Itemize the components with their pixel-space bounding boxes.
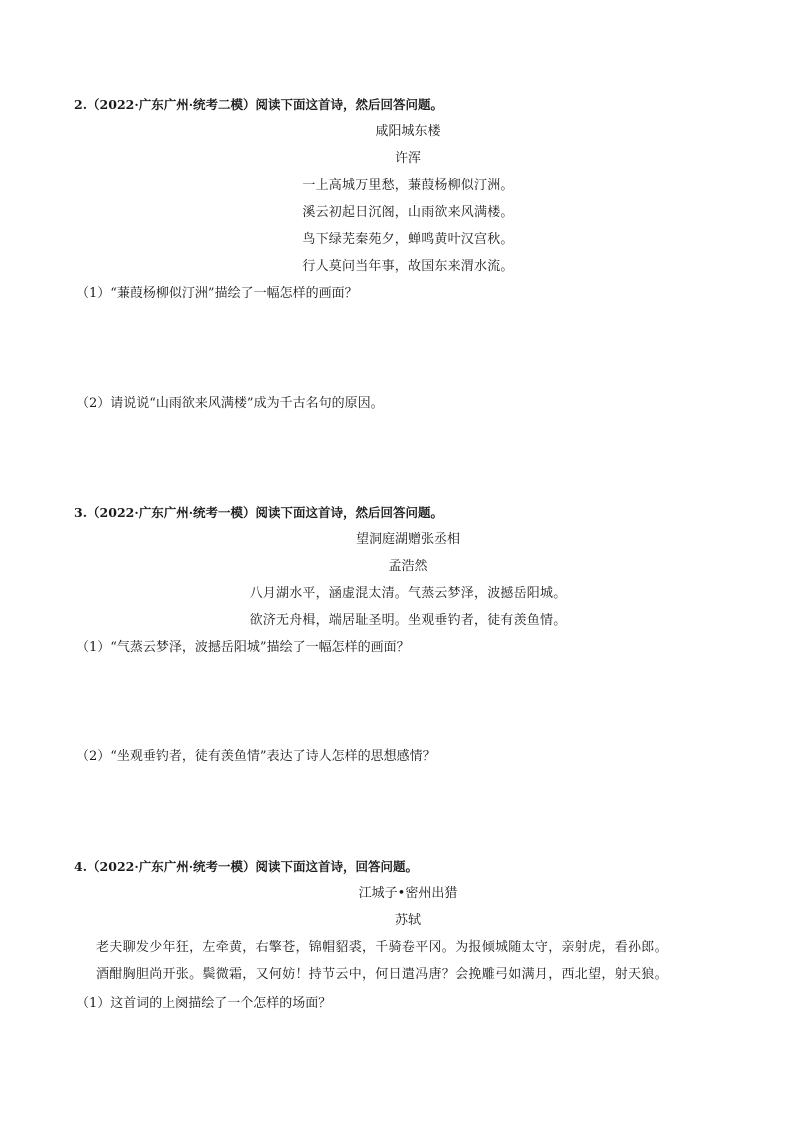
- sub-question: （2）“坐观垂钓者，徒有羡鱼情”表达了诗人怎样的思想感情？: [76, 749, 436, 764]
- poem-line: 一上高城万里愁，蒹葭杨柳似汀洲。: [302, 178, 514, 193]
- poem-line: 欲济无舟楫，端居耻圣明。坐观垂钓者，徒有羡鱼情。: [249, 613, 567, 628]
- poem-author: 孟浩然: [388, 559, 428, 574]
- question-4-heading: 4.（2022·广东广州·统考一模）阅读下面这首诗，回答问题。: [74, 859, 419, 874]
- poem-author: 苏轼: [394, 913, 421, 928]
- sub-question: （1）这首词的上阕描绘了一个怎样的场面？: [76, 996, 332, 1011]
- sub-question: （2）请说说“山雨欲来风满楼”成为千古名句的原因。: [76, 396, 384, 411]
- poem-line: 鸟下绿芜秦苑夕，蝉鸣黄叶汉宫秋。: [302, 232, 514, 247]
- poem-line: 行人莫问当年事，故国东来渭水流。: [302, 259, 514, 274]
- poem-title: 咸阳城东楼: [375, 124, 441, 139]
- poem-author: 许浑: [394, 151, 421, 166]
- poem-line: 溪云初起日沉阁，山雨欲来风满楼。: [302, 205, 514, 220]
- sub-question: （1）“蒹葭杨柳似汀洲”描绘了一幅怎样的画面？: [76, 286, 358, 301]
- sub-question: （1）“气蒸云梦泽，波撼岳阳城”描绘了一幅怎样的画面？: [76, 640, 410, 655]
- poem-title: 望洞庭湖赠张丞相: [355, 532, 460, 547]
- question-3-heading: 3.（2022·广东广州·统考一模）阅读下面这首诗，然后回答问题。: [74, 505, 444, 520]
- poem-line: 老夫聊发少年狂，左牵黄，右擎苍，锦帽貂裘，千骑卷平冈。为报倾城随太守，亲射虎，看孙郎。: [96, 940, 668, 955]
- poem-title: 江城子•密州出猎: [358, 886, 458, 901]
- poem-line: 酒酣胸胆尚开张。鬓微霜，又何妨！持节云中，何日遣冯唐？会挽雕弓如满月，西北望，射天狼。: [96, 967, 668, 982]
- question-2-heading: 2.（2022·广东广州·统考二模）阅读下面这首诗，然后回答问题。: [74, 97, 444, 112]
- poem-line: 八月湖水平，涵虚混太清。气蒸云梦泽，波撼岳阳城。: [249, 586, 567, 601]
